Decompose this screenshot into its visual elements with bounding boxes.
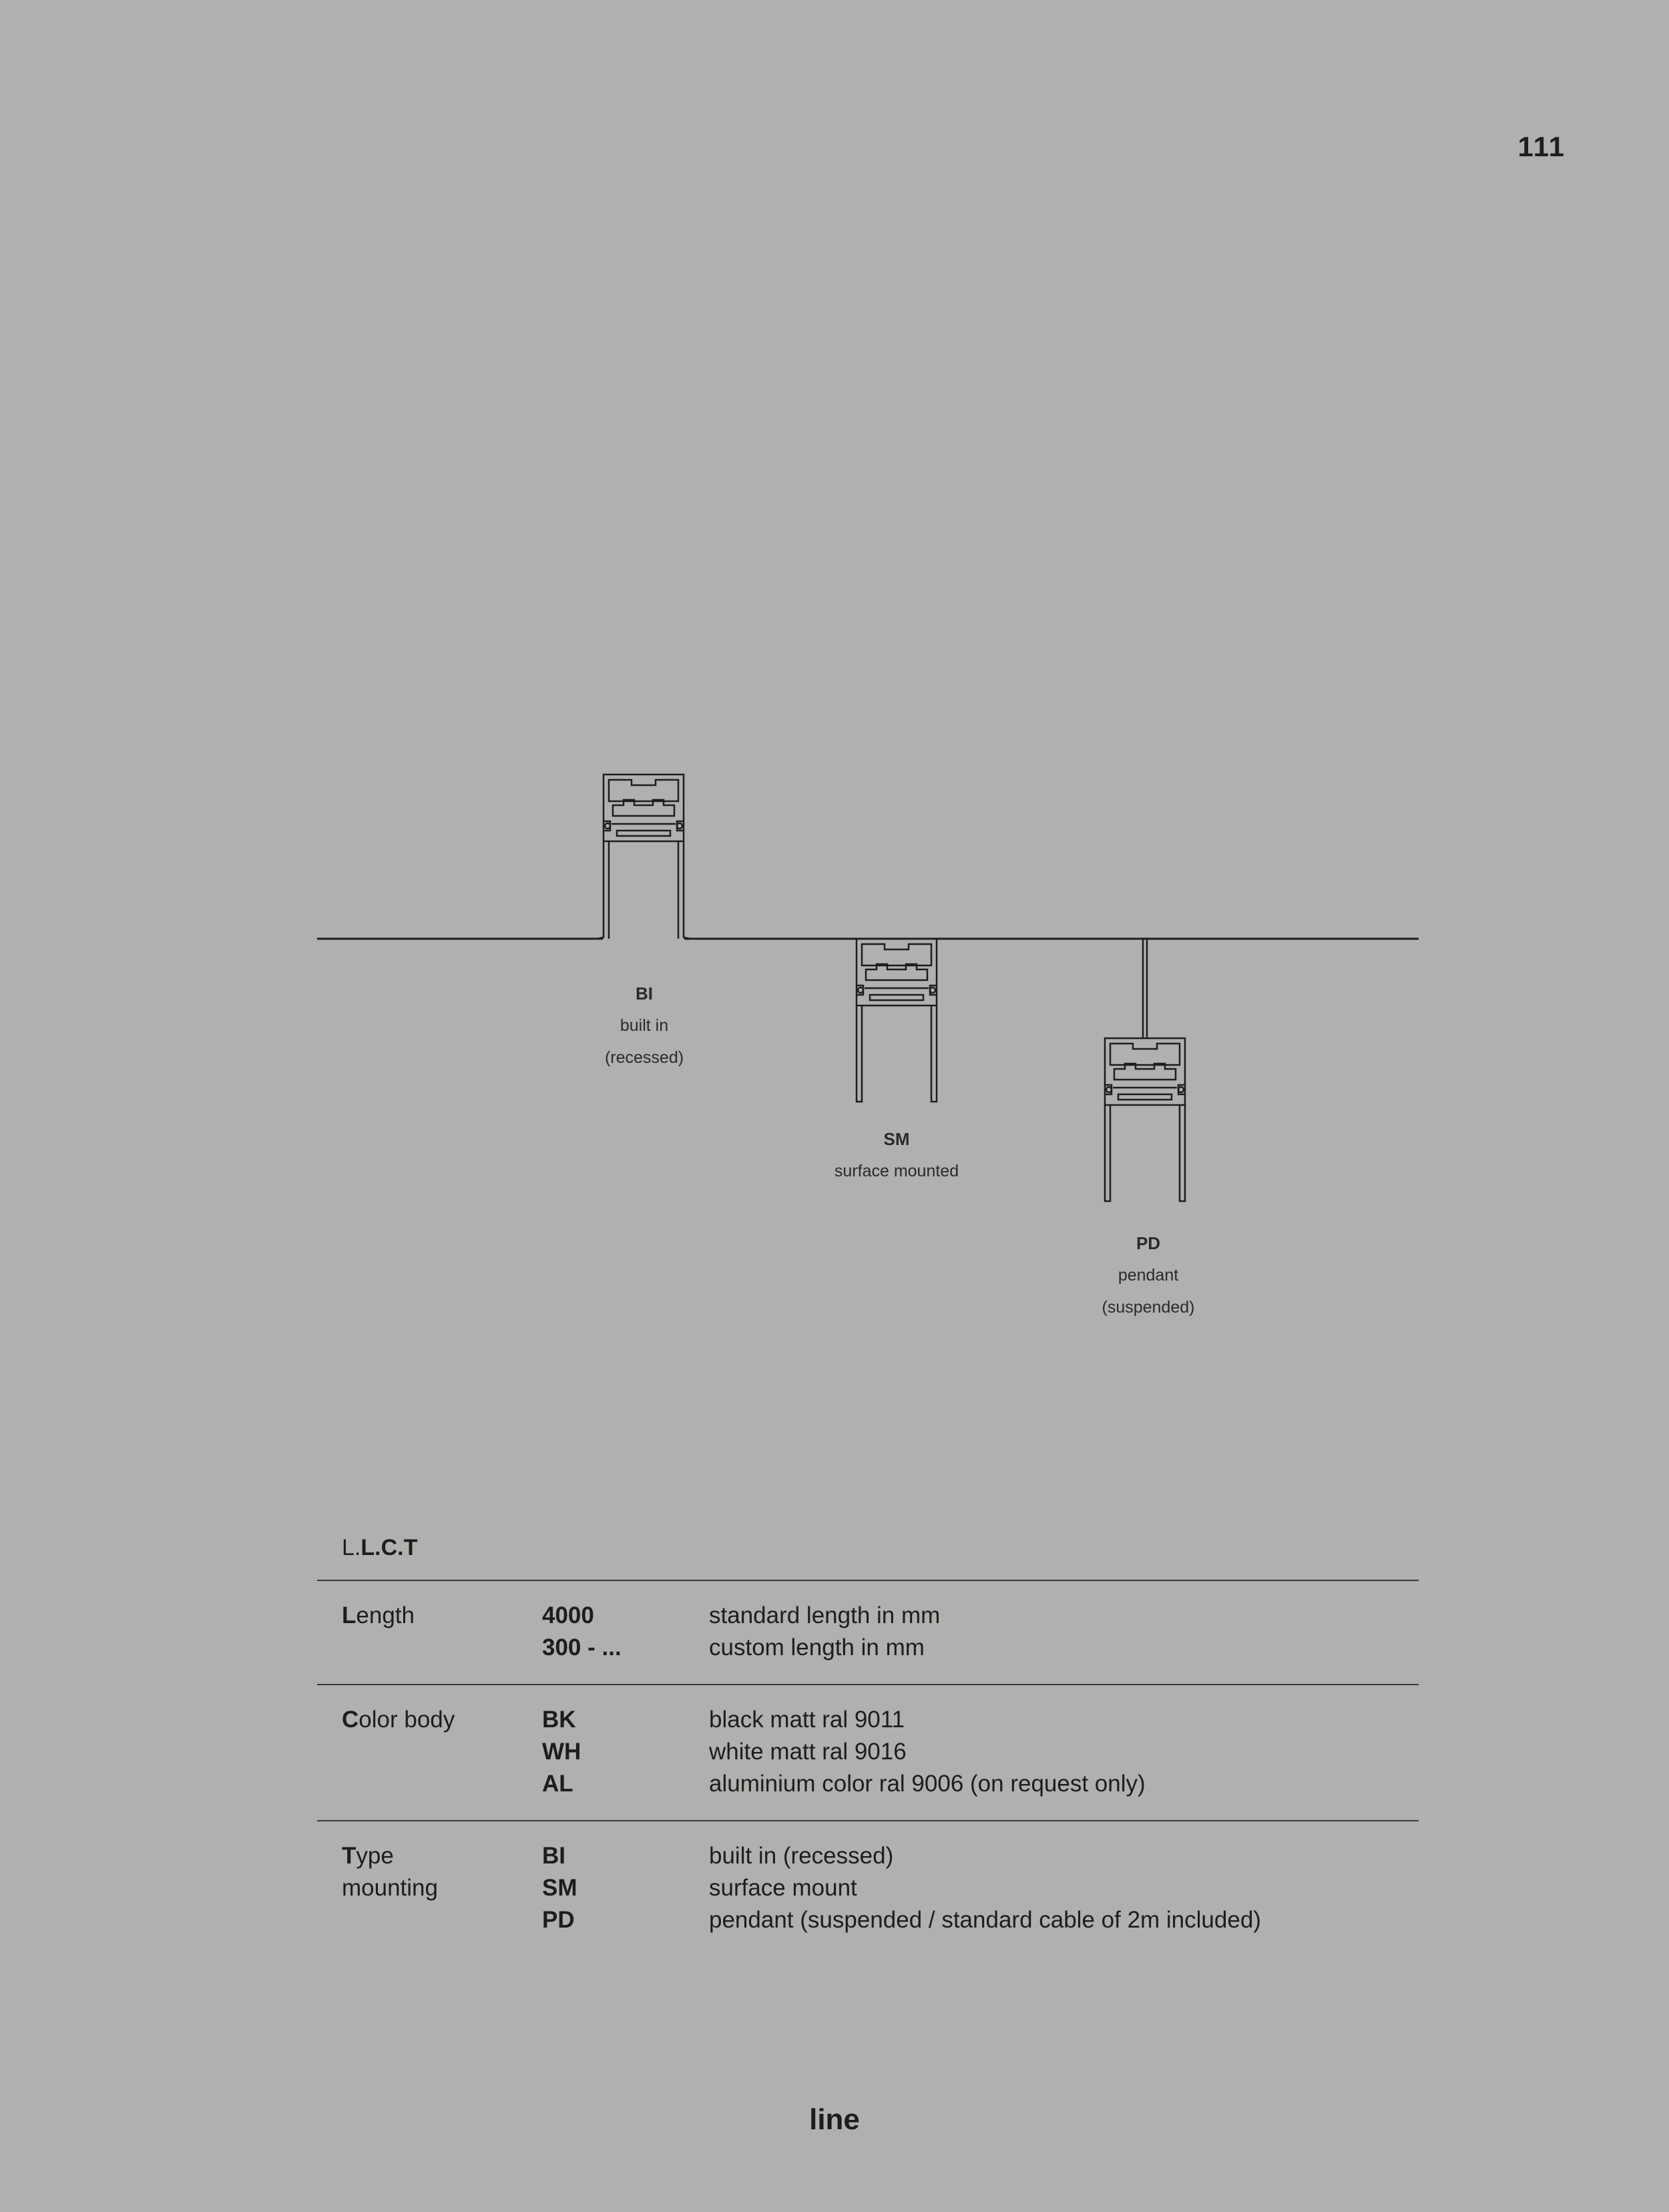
- label-pd-line1: pendant: [1118, 1266, 1179, 1285]
- spec-row-descriptions: black matt ral 9011 white matt ral 9016 aluminium color ral 9006 (on request only): [709, 1707, 1146, 1797]
- label-bi-line1: built in: [620, 1016, 669, 1035]
- label-sm: [776, 1123, 1017, 1187]
- spec-row-codes: BK WH AL: [542, 1707, 581, 1797]
- profile-pd: [1105, 1038, 1185, 1201]
- profile-bi: [597, 775, 690, 939]
- spec-row-name: Color body: [342, 1707, 455, 1733]
- spec-title: [317, 1529, 1419, 1580]
- label-sm-line1: surface mounted: [834, 1162, 959, 1180]
- spec-row-descriptions: built in (recessed) surface mount pendant (suspended / standard cable of 2m included): [709, 1843, 1261, 1933]
- spec-row-name: Length: [342, 1602, 415, 1628]
- spec-row-color: [317, 1685, 1419, 1820]
- label-pd: [1028, 1227, 1268, 1323]
- label-bi: [524, 977, 764, 1074]
- label-pd-line2: (suspended): [1102, 1298, 1195, 1317]
- spec-row-length: [317, 1581, 1419, 1684]
- spec-row-type: [317, 1821, 1419, 1956]
- spec-row-name: Type mounting: [342, 1843, 438, 1901]
- spec-row-descriptions: standard length in mm custom length in mm: [709, 1602, 941, 1661]
- spec-row-codes: 4000 300 - ...: [542, 1602, 622, 1661]
- spec-table: [317, 1529, 1419, 1956]
- profile-sm: [857, 939, 937, 1102]
- label-bi-code: BI: [636, 983, 653, 1004]
- label-bi-line2: (recessed): [604, 1048, 684, 1067]
- spec-title-bold: L.C.T: [361, 1535, 418, 1560]
- spec-row-codes: BI SM PD: [542, 1843, 577, 1933]
- spec-title-prefix: L.: [342, 1535, 361, 1560]
- footer-title: line: [809, 2103, 860, 2136]
- label-sm-code: SM: [883, 1129, 910, 1149]
- label-pd-code: PD: [1136, 1233, 1161, 1253]
- page-number: 111: [1517, 131, 1566, 162]
